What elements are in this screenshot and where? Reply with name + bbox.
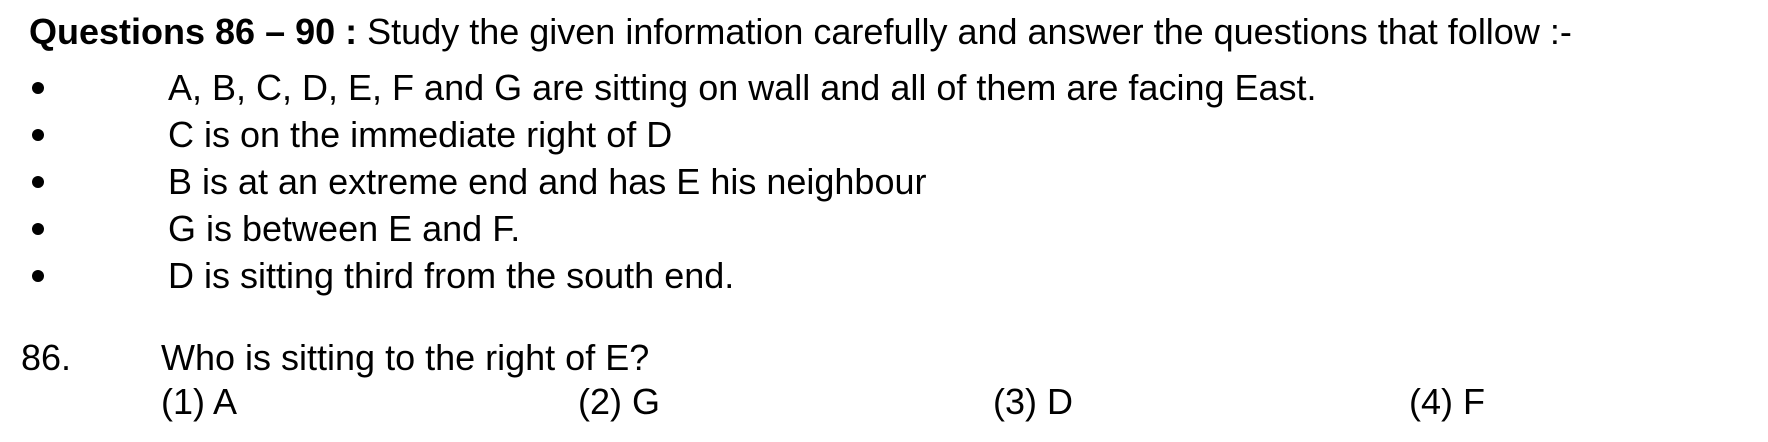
condition-item	[0, 207, 1700, 254]
bullet-icon	[32, 129, 44, 141]
bullet-icon	[32, 82, 44, 94]
condition-text: A, B, C, D, E, F and G are sitting on wall and all of them are facing East.	[168, 67, 1317, 108]
heading-label: Questions 86 – 90 :	[29, 11, 358, 52]
passage-heading	[29, 11, 1572, 53]
question-text: Who is sitting to the right of E?	[161, 337, 650, 378]
conditions-list	[0, 66, 1700, 301]
bullet-icon	[32, 270, 44, 282]
heading-instruction: Study the given information carefully and answer the questions that follow :-	[367, 11, 1572, 52]
bullet-icon	[32, 176, 44, 188]
condition-item	[0, 254, 1700, 301]
bullet-icon	[32, 223, 44, 235]
condition-item	[0, 113, 1700, 160]
condition-text: C is on the immediate right of D	[168, 114, 673, 155]
condition-text: D is sitting third from the south end.	[168, 255, 735, 296]
question-number: 86.	[21, 337, 72, 378]
condition-text: B is at an extreme end and has E his neighbour	[168, 161, 927, 202]
condition-text: G is between E and F.	[168, 208, 521, 249]
answer-option-1[interactable]: (1) A	[161, 381, 238, 422]
condition-item	[0, 66, 1700, 113]
condition-item	[0, 160, 1700, 207]
question-86	[0, 336, 1768, 436]
answer-option-2[interactable]: (2) G	[578, 381, 661, 422]
answer-option-3[interactable]: (3) D	[993, 381, 1073, 422]
answer-option-4[interactable]: (4) F	[1409, 381, 1485, 422]
